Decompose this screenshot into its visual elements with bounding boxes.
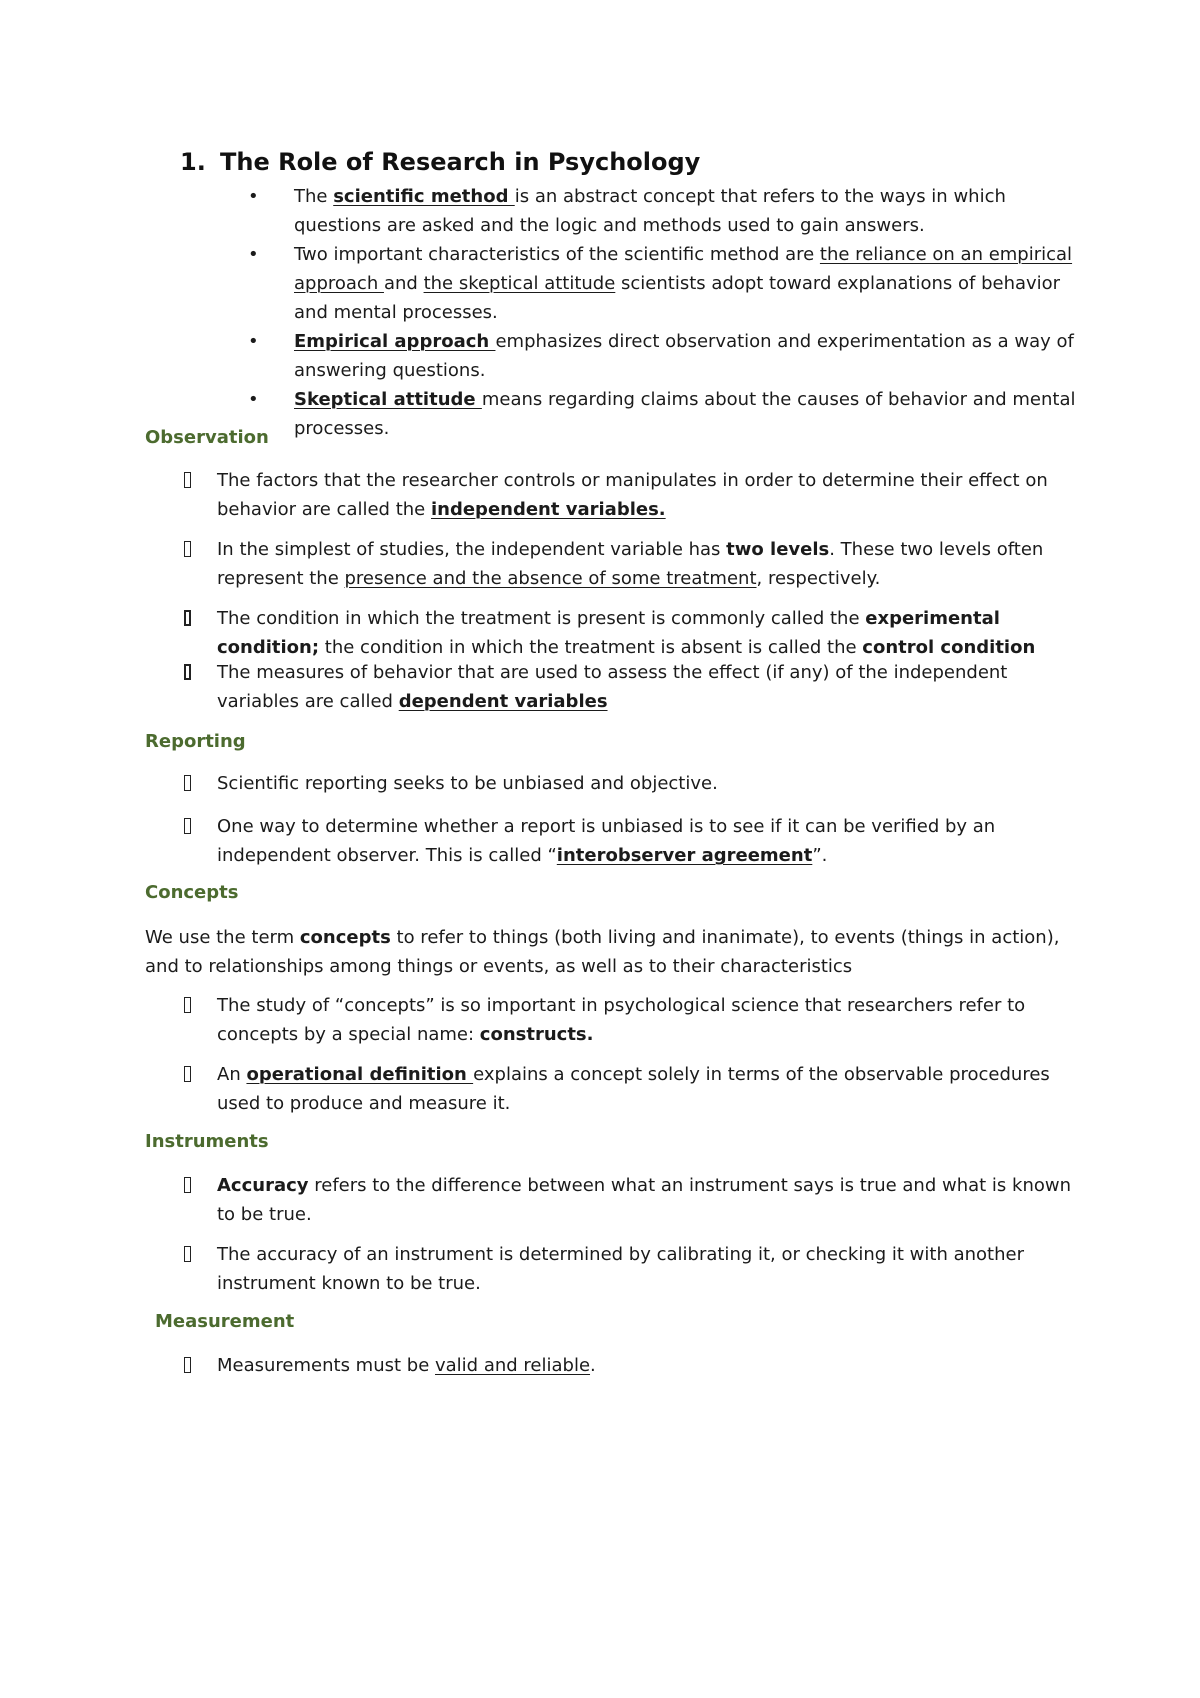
missing-glyph-icon <box>184 1177 191 1193</box>
missing-glyph-icon <box>184 775 191 791</box>
text-run: is an abstract concept that refers to the ways in which questions are asked and the logic and methods used to gain answers. <box>294 186 1006 236</box>
text-run: One way to determine whether a report is unbiased is to see if it can be verified by an independent observer. This is called “ <box>217 816 996 866</box>
text-run: scientists adopt toward explanations of behavior and mental processes. <box>294 273 1061 323</box>
text-run: , respectively. <box>756 568 881 589</box>
concepts-paragraph <box>145 923 1095 981</box>
bullet-scientific-method <box>248 182 1088 240</box>
missing-glyph-icon <box>184 541 191 557</box>
text-run: Measurements must be <box>217 1355 435 1376</box>
text-run: the condition in which the treatment is absent is called the <box>319 637 863 658</box>
list-item <box>180 1240 1080 1298</box>
text-run: emphasizes direct observation and experimentation as a way of answering questions. <box>294 331 1074 381</box>
text-run: We use the term <box>145 927 300 948</box>
text-run: . <box>590 1355 596 1376</box>
text-run: . These two levels often represent the <box>217 539 1044 589</box>
emphasized-term: presence and the absence of some treatment <box>344 568 757 589</box>
missing-glyph-icon <box>184 664 191 680</box>
text-run: and <box>383 273 424 294</box>
bullet-dot-icon: • <box>248 331 259 352</box>
section-heading-observation: Observation <box>145 427 269 448</box>
section-heading-concepts: Concepts <box>145 882 239 903</box>
list-item <box>180 1060 1080 1118</box>
emphasized-term: operational definition <box>246 1064 474 1085</box>
emphasized-term: independent variables. <box>430 499 666 520</box>
list-item <box>180 466 1080 524</box>
emphasized-term: concepts <box>299 927 391 948</box>
list-item <box>180 1171 1080 1229</box>
missing-glyph-icon <box>184 997 191 1013</box>
bullet-dot-icon: • <box>248 244 259 265</box>
bullet-characteristics <box>248 240 1088 327</box>
bullet-dot-icon: • <box>248 186 259 207</box>
title-text: The Role of Research in Psychology <box>220 148 701 176</box>
text-run: to refer to things (both living and inanimate), to events (things in action), and to relationships among things or events, as well as to their characteristics <box>145 927 1060 977</box>
list-item <box>180 1351 1080 1380</box>
missing-glyph-icon <box>184 1357 191 1373</box>
missing-glyph-icon <box>184 1066 191 1082</box>
text-run: refers to the difference between what an instrument says is true and what is known to be true. <box>217 1175 1071 1225</box>
bullet-empirical-approach <box>248 327 1088 385</box>
text-run: Scientific reporting seeks to be unbiased and objective. <box>217 773 718 794</box>
emphasized-term: Accuracy <box>217 1175 309 1196</box>
emphasized-term: constructs. <box>479 1024 594 1045</box>
text-run: The factors that the researcher controls or manipulates in order to determine their effect on behavior are called the <box>217 470 1048 520</box>
emphasized-term: experimental condition; <box>217 608 1000 658</box>
text-run: The <box>294 186 334 207</box>
missing-glyph-icon <box>184 610 191 626</box>
emphasized-term: control condition <box>862 637 1036 658</box>
missing-glyph-icon <box>184 472 191 488</box>
emphasized-term: Empirical approach <box>294 331 496 352</box>
section-heading-reporting: Reporting <box>145 731 246 752</box>
section-heading-measurement: Measurement <box>155 1311 295 1332</box>
text-run: ”. <box>812 845 828 866</box>
missing-glyph-icon <box>184 818 191 834</box>
emphasized-term: Skeptical attitude <box>294 389 482 410</box>
bullet-skeptical-attitude <box>248 385 1088 443</box>
title-number: 1. <box>180 148 206 176</box>
list-item <box>180 812 1080 870</box>
text-run: The study of “concepts” is so important in psychological science that researchers refer to concepts by a special name: <box>217 995 1026 1045</box>
list-item <box>180 535 1080 593</box>
emphasized-term: scientific method <box>333 186 515 207</box>
text-run: explains a concept solely in terms of the observable procedures used to produce and measure it. <box>217 1064 1050 1114</box>
page-title <box>180 146 700 178</box>
emphasized-term: interobserver agreement <box>556 845 813 866</box>
missing-glyph-icon <box>184 1246 191 1262</box>
text-run: An <box>217 1064 247 1085</box>
bullet-dot-icon: • <box>248 389 259 410</box>
section-heading-instruments: Instruments <box>145 1131 269 1152</box>
text-run: The measures of behavior that are used to assess the effect (if any) of the independent variables are called <box>217 662 1008 712</box>
emphasized-term: two levels <box>726 539 830 560</box>
text-run: The condition in which the treatment is present is commonly called the <box>217 608 866 629</box>
text-run: In the simplest of studies, the independent variable has <box>217 539 727 560</box>
emphasized-term: the skeptical attitude <box>423 273 616 294</box>
text-run: The accuracy of an instrument is determined by calibrating it, or checking it with another instrument known to be true. <box>217 1244 1024 1294</box>
list-item <box>180 604 1080 662</box>
text-run: means regarding claims about the causes of behavior and mental processes. <box>294 389 1076 439</box>
list-item <box>180 658 1080 716</box>
emphasized-term: the reliance on an empirical approach <box>294 244 1073 294</box>
list-item <box>180 991 1080 1049</box>
emphasized-term: dependent variables <box>398 691 608 712</box>
intro-bullet-list <box>248 182 1088 443</box>
emphasized-term: valid and reliable <box>435 1355 591 1376</box>
list-item <box>180 769 1080 798</box>
text-run: Two important characteristics of the scientific method are <box>294 244 820 265</box>
